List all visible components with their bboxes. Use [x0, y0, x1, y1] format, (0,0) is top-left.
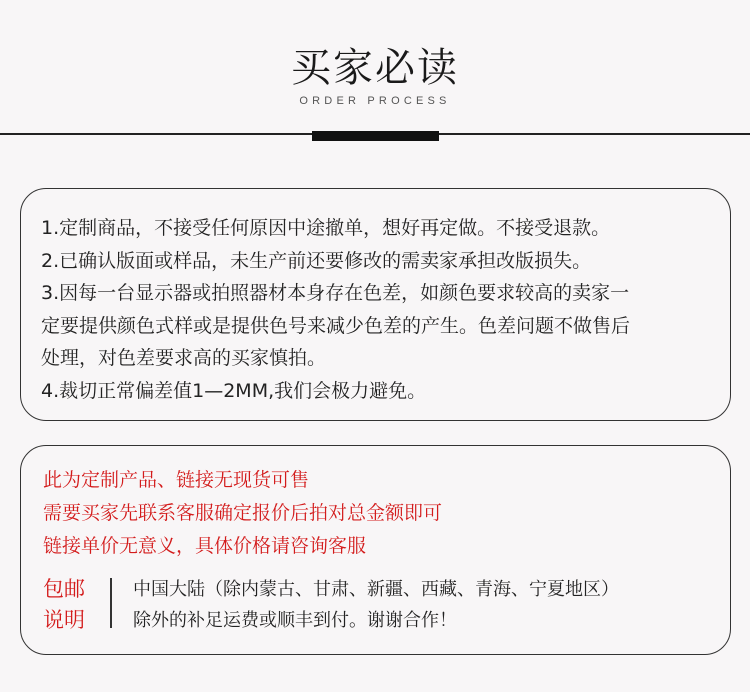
notice-line: 处理，对色差要求高的买家慎拍。 — [41, 347, 327, 369]
notice-line: 2.已确认版面或样品，未生产前还要修改的需卖家承担改版损失。 — [41, 249, 592, 272]
notice-line: 4.裁切正常偏差值1—2MM,我们会极力避免。 — [41, 379, 427, 402]
page-title: 买家必读 — [291, 45, 459, 91]
notice-box — [20, 188, 731, 421]
notice-line: 1.定制商品，不接受任何原因中途撤单，想好再定做。不接受退款。 — [41, 217, 611, 239]
custom-note-line: 需要买家先联系客服确定报价后拍对总金额即可 — [43, 502, 443, 524]
shipping-divider — [110, 578, 112, 628]
notice-line: 3.因每一台显示器或拍照器材本身存在色差，如颜色要求较高的卖家一 — [41, 282, 630, 304]
shipping-label — [43, 574, 99, 636]
shipping-text-line: 中国大陆（除内蒙古、甘肃、新疆、西藏、青海、宁夏地区） — [133, 579, 619, 600]
shipping-text — [133, 574, 619, 636]
custom-note-line: 链接单价无意义，具体价格请咨询客服 — [43, 535, 367, 557]
custom-note-line: 此为定制产品、链接无现货可售 — [43, 469, 310, 491]
notice-line: 定要提供颜色式样或是提供色号来减少色差的产生。色差问题不做售后 — [41, 314, 631, 337]
page-subtitle: ORDER PROCESS — [299, 95, 451, 107]
custom-order-box — [20, 445, 731, 655]
header — [0, 0, 750, 150]
header-accent-bar — [312, 131, 439, 141]
shipping-info — [43, 574, 703, 634]
shipping-label-line: 说明 — [43, 608, 85, 632]
shipping-label-line: 包邮 — [43, 577, 85, 601]
shipping-text-line: 除外的补足运费或顺丰到付。谢谢合作！ — [133, 610, 457, 631]
